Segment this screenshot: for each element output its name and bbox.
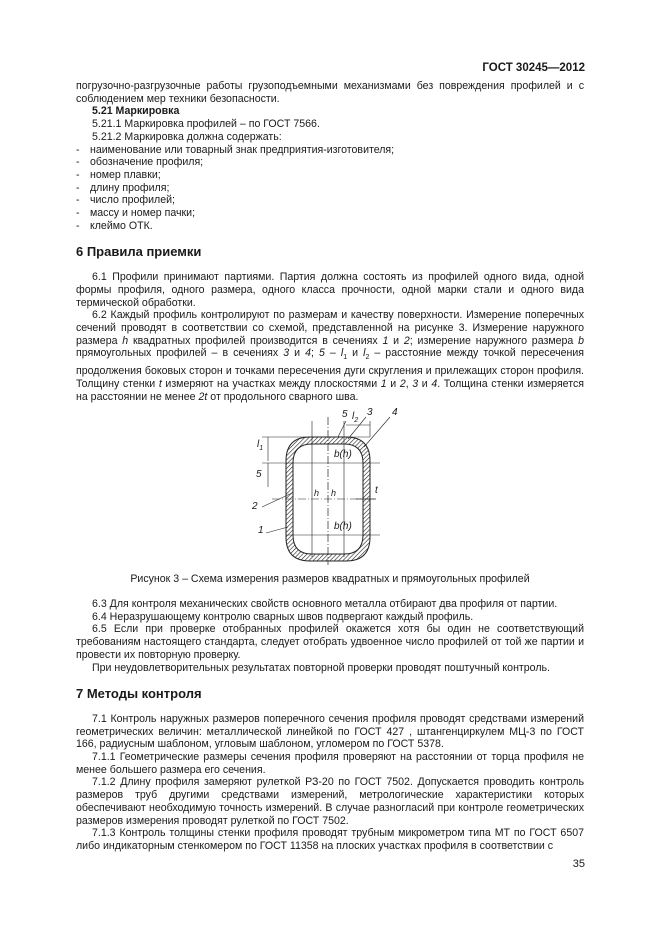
label-5-top: 5 xyxy=(342,409,348,421)
label-5-left: 5 xyxy=(256,469,262,481)
list-item: - длину профиля; xyxy=(76,181,170,194)
paragraph-7-1-1: 7.1.1 Геометрические размеры сечения профиля проверяют на расстоянии от торца профиля не менее большего размера его сечения. xyxy=(76,751,584,776)
list-item: - обозначение профиля; xyxy=(76,156,204,169)
list-item: - клеймо ОТК. xyxy=(76,219,153,232)
marking-list xyxy=(76,144,584,233)
leader-5 xyxy=(338,421,346,437)
list-item: - число профилей; xyxy=(76,194,175,207)
label-h-right: h xyxy=(331,488,337,499)
label-l1: $l_1$ xyxy=(257,439,264,453)
label-h-left: h xyxy=(314,488,320,499)
label-4: 4 xyxy=(392,407,398,419)
paragraph-7-1-2: 7.1.2 Длину профиля замеряют рулеткой РЗ-20 по ГОСТ 7502. Допускается проводить контроль размеров труб другими средствами измерений, метрологические характеристики которых обеспечивают необходимую точность измерений. В случае разногласий при контроле геометрических размеров измерения проводят рулеткой по ГОСТ 7502. xyxy=(76,776,584,827)
paragraph-7-1: 7.1 Контроль наружных размеров поперечного сечения профиля проводят средствами измерений геометрических величин: металлической линейкой по ГОСТ 427 , штангенциркулем МЦ-3 по ГОСТ 166, радиусным шаблоном, угловым шаблоном, угломером по ГОСТ 5378. xyxy=(76,712,584,751)
section-6-title: 6 Правила приемки xyxy=(76,244,202,260)
paragraph-6-3: 6.3 Для контроля механических свойств основного металла отбирают два профиля от партии. xyxy=(92,597,558,610)
leader-4 xyxy=(364,417,390,447)
list-item: - номер плавки; xyxy=(76,168,161,181)
profile-diagram xyxy=(76,407,584,567)
label-2: 2 xyxy=(252,501,258,513)
paragraph-6-4: 6.4 Неразрушающему контролю сварных швов подвергают каждый профиль. xyxy=(92,610,474,623)
page-content xyxy=(76,80,584,853)
section-5-21-title: 5.21 Маркировка xyxy=(92,105,180,118)
section-5-21-1: 5.21.1 Маркировка профилей – по ГОСТ 7566. xyxy=(92,118,320,131)
figure-3 xyxy=(76,407,584,567)
label-bh-top: b(h) xyxy=(334,449,352,461)
page-number: 35 xyxy=(572,858,585,870)
label-l2: $l_2$ xyxy=(352,411,359,425)
label-1: 1 xyxy=(258,525,264,537)
paragraph-6-1: 6.1 Профили принимают партиями. Партия должна состоять из профилей одного вида, одной формы профиля, одного размера, одного класса прочности, одной марки стали и одного вида термической обработки. xyxy=(76,271,584,309)
list-item: - массу и номер пачки; xyxy=(76,207,196,220)
figure-3-caption: Рисунок 3 – Схема измерения размеров квадратных и прямоугольных профилей xyxy=(130,573,530,586)
list-item: - наименование или товарный знак предприятия-изготовителя; xyxy=(76,143,395,156)
gost-header: ГОСТ 30245—2012 xyxy=(482,62,585,74)
paragraph-6-6: При неудовлетворительных результатах повторной проверки проводят поштучный контроль. xyxy=(92,661,550,674)
label-3: 3 xyxy=(367,407,373,419)
paragraph-6-2: 6.2 Каждый профиль контролируют по размерам и качеству поверхности. Измерение поперечных сечений проводят в соответствии со схемой, представленной на рисунке 3. Измерение наружного размера h квадратных профилей производится в сечениях 1 и 2; измерение наружного размера b прямоугольных профилей – в сечениях 3 и 4; $5 - l_1$ и $l_2$ – расстояние между точкой пересечения продолжения боковых сторон и точками пересечения дуги скругления и прилежащих сторон профиля. Толщину стенки t измеряют на участках между плоскостями 1 и 2, 3 и 4. Толщина стенки измеряется на расстоянии не менее 2t от продольного сварного шва. xyxy=(76,309,585,403)
leader-1 xyxy=(266,527,288,533)
label-t: t xyxy=(375,485,378,497)
continuation-paragraph: погрузочно-разгрузочные работы грузоподъемными механизмами без повреждения профилей и с соблюдением мер техники безопасности. xyxy=(76,80,584,105)
section-5-21-2: 5.21.2 Маркировка должна содержать: xyxy=(92,130,282,143)
paragraph-6-5: 6.5 Если при проверке отобранных профилей окажется хотя бы один не соответствующий требованиям настоящего стандарта, следует отобрать удвоенное число профилей от той же партии и провести их повторную проверку. xyxy=(76,623,584,661)
paragraph-7-1-3: 7.1.3 Контроль толщины стенки профиля проводят трубным микрометром типа МТ по ГОСТ 6507 либо индикаторным стенкомером по ГОСТ 11358 на плоских участках профиля в соответствии с xyxy=(76,827,584,852)
label-bh-bottom: b(h) xyxy=(334,521,352,533)
section-7-title: 7 Методы контроля xyxy=(76,686,202,702)
